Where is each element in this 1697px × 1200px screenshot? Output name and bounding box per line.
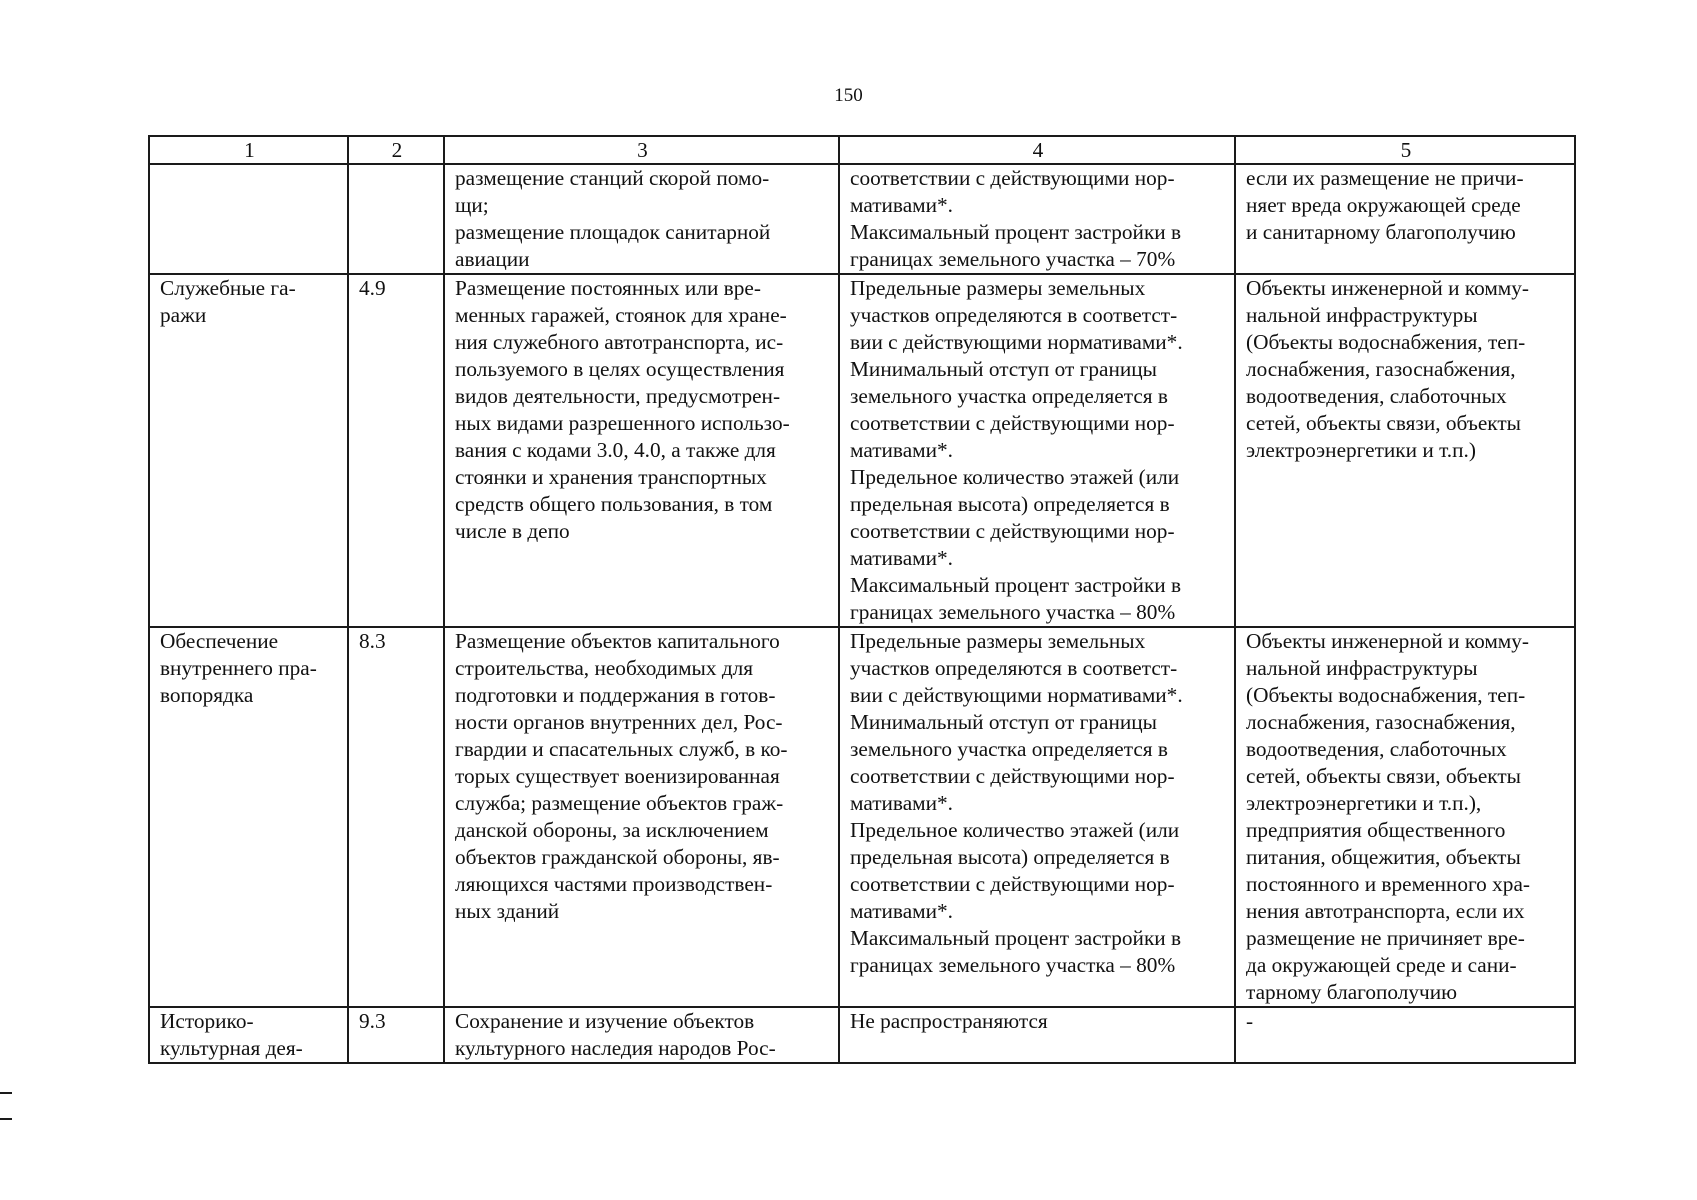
cell-text-line: мативами*. [850, 791, 954, 815]
table-row [149, 627, 1575, 1007]
cell-text-line: соответствии с действующими нор- [850, 166, 1175, 190]
cell-text-line: Служебные га- [160, 276, 296, 300]
cell-text-line: Минимальный отступ от границы [850, 710, 1157, 734]
cell-text-line: и санитарному благополучию [1246, 220, 1516, 244]
cell-text-line: гвардии и спасательных служб, в ко- [455, 737, 788, 761]
header-cell-3: 3 [444, 136, 839, 164]
cell-text-line: - [1246, 1009, 1254, 1033]
cell-text-line: (Объекты водоснабжения, теп- [1246, 330, 1526, 354]
cell-text-line: лоснабжения, газоснабжения, [1246, 710, 1516, 734]
cell-text-line: земельного участка определяется в [850, 384, 1168, 408]
use-description-cell [444, 627, 839, 1007]
cell-text-line: электроэнергетики и т.п.) [1246, 438, 1476, 462]
header-cell-1: 1 [149, 136, 348, 164]
cell-text-line: Предельные размеры земельных [850, 629, 1146, 653]
page-number: 150 [834, 85, 863, 106]
cell-text-line: ния служебного автотранспорта, ис- [455, 330, 784, 354]
cell-text-line: вания с кодами 3.0, 4.0, а также для [455, 438, 776, 462]
use-code-cell [348, 274, 444, 627]
cell-text-line: подготовки и поддержания в готов- [455, 683, 776, 707]
cell-text-line: внутреннего пра- [160, 656, 317, 680]
cell-text-line: Объекты инженерной и комму- [1246, 629, 1530, 653]
cell-text-line: авиации [455, 247, 530, 271]
cell-text-line: предприятия общественного [1246, 818, 1506, 842]
header-cell-4: 4 [839, 136, 1235, 164]
cell-text-line: размещение станций скорой помо- [455, 166, 770, 190]
cell-text-line: 8.3 [359, 629, 386, 653]
cell-text-line: Максимальный процент застройки в [850, 220, 1182, 244]
header-cell-5: 5 [1235, 136, 1575, 164]
cell-text-line: нения автотранспорта, если их [1246, 899, 1525, 923]
cell-text-line: няет вреда окружающей среде [1246, 193, 1521, 217]
cell-text-line: данской обороны, за исключением [455, 818, 769, 842]
cell-text-line: ных видами разрешенного использо- [455, 411, 790, 435]
use-name-cell [149, 274, 348, 627]
cell-text-line: культурная дея- [160, 1036, 303, 1060]
cell-text-line: менных гаражей, стоянок для хране- [455, 303, 787, 327]
cell-text-line: Размещение постоянных или вре- [455, 276, 761, 300]
cell-text-line: вопорядка [160, 683, 254, 707]
cell-text-line: лоснабжения, газоснабжения, [1246, 357, 1516, 381]
cell-text-line: Предельное количество этажей (или [850, 465, 1180, 489]
cell-text-line: Сохранение и изучение объектов [455, 1009, 755, 1033]
use-name-cell [149, 1007, 348, 1063]
cell-text-line: сетей, объекты связи, объекты [1246, 764, 1521, 788]
use-code-cell [348, 1007, 444, 1063]
cell-text-line: сетей, объекты связи, объекты [1246, 411, 1521, 435]
permitted-objects-cell [1235, 1007, 1575, 1063]
cell-text-line: Историко- [160, 1009, 254, 1033]
cell-text-line: земельного участка определяется в [850, 737, 1168, 761]
cell-text-line: Объекты инженерной и комму- [1246, 276, 1530, 300]
use-description-cell [444, 274, 839, 627]
parameters-cell [839, 1007, 1235, 1063]
cell-text-line: мативами*. [850, 193, 954, 217]
cell-text-line: границах земельного участка – 80% [850, 600, 1176, 624]
parameters-cell [839, 274, 1235, 627]
cell-text-line: мативами*. [850, 899, 954, 923]
cell-text-line: соответствии с действующими нор- [850, 519, 1175, 543]
header-row [149, 136, 1575, 164]
cell-text-line: границах земельного участка – 80% [850, 953, 1176, 977]
use-description-cell [444, 1007, 839, 1063]
cell-text-line: электроэнергетики и т.п.), [1246, 791, 1482, 815]
header-cell-2: 2 [348, 136, 444, 164]
cell-text-line: да окружающей среде и сани- [1246, 953, 1517, 977]
cell-text-line: Максимальный процент застройки в [850, 573, 1182, 597]
cell-text-line: размещение не причиняет вре- [1246, 926, 1525, 950]
cell-text-line: мативами*. [850, 438, 954, 462]
cell-text-line: щи; [455, 193, 489, 217]
cell-text-line: мативами*. [850, 546, 954, 570]
cell-text-line: предельная высота) определяется в [850, 492, 1170, 516]
cell-text-line: участков определяются в соответст- [850, 656, 1178, 680]
cell-text-line: размещение площадок санитарной [455, 220, 771, 244]
cell-text-line: если их размещение не причи- [1246, 166, 1524, 190]
parameters-cell [839, 164, 1235, 274]
cell-text-line: ражи [160, 303, 207, 327]
cell-text-line: пользуемого в целях осуществления [455, 357, 785, 381]
cell-text-line: культурного наследия народов Рос- [455, 1036, 776, 1060]
use-code-cell [348, 164, 444, 274]
cell-text-line: тарному благополучию [1246, 980, 1458, 1004]
regulations-table [148, 135, 1576, 1064]
cell-text-line: питания, общежития, объекты [1246, 845, 1521, 869]
cell-text-line: нальной инфраструктуры [1246, 656, 1478, 680]
cell-text-line: 9.3 [359, 1009, 386, 1033]
cell-text-line: строительства, необходимых для [455, 656, 754, 680]
cell-text-line: Минимальный отступ от границы [850, 357, 1157, 381]
cell-text-line: водоотведения, слаботочных [1246, 384, 1507, 408]
cell-text-line: торых существует военизированная [455, 764, 780, 788]
cell-text-line: вии с действующими нормативами*. [850, 330, 1183, 354]
permitted-objects-cell [1235, 164, 1575, 274]
cell-text-line: вии с действующими нормативами*. [850, 683, 1183, 707]
cell-text-line: 4.9 [359, 276, 386, 300]
cell-text-line: водоотведения, слаботочных [1246, 737, 1507, 761]
cell-text-line: средств общего пользования, в том [455, 492, 773, 516]
cell-text-line: объектов гражданской обороны, яв- [455, 845, 780, 869]
cell-text-line: участков определяются в соответст- [850, 303, 1178, 327]
cell-text-line: соответствии с действующими нор- [850, 411, 1175, 435]
cell-text-line: (Объекты водоснабжения, теп- [1246, 683, 1526, 707]
table-row [149, 1007, 1575, 1063]
use-code-cell [348, 627, 444, 1007]
margin-mark [0, 1092, 12, 1094]
cell-text-line: Обеспечение [160, 629, 279, 653]
table-row [149, 164, 1575, 274]
cell-text-line: служба; размещение объектов граж- [455, 791, 784, 815]
cell-text-line: Предельные размеры земельных [850, 276, 1146, 300]
cell-text-line: постоянного и временного хра- [1246, 872, 1530, 896]
cell-text-line: соответствии с действующими нор- [850, 764, 1175, 788]
permitted-objects-cell [1235, 274, 1575, 627]
cell-text-line: предельная высота) определяется в [850, 845, 1170, 869]
cell-text-line: соответствии с действующими нор- [850, 872, 1175, 896]
cell-text-line: границах земельного участка – 70% [850, 247, 1176, 271]
use-name-cell [149, 627, 348, 1007]
use-name-cell [149, 164, 348, 274]
permitted-objects-cell [1235, 627, 1575, 1007]
cell-text-line: числе в депо [455, 519, 570, 543]
margin-mark [0, 1118, 12, 1120]
cell-text-line: Размещение объектов капитального [455, 629, 780, 653]
cell-text-line: Максимальный процент застройки в [850, 926, 1182, 950]
parameters-cell [839, 627, 1235, 1007]
cell-text-line: стоянки и хранения транспортных [455, 465, 767, 489]
cell-text-line: ных зданий [455, 899, 560, 923]
cell-text-line: видов деятельности, предусмотрен- [455, 384, 781, 408]
cell-text-line: Предельное количество этажей (или [850, 818, 1180, 842]
cell-text-line: ности органов внутренних дел, Рос- [455, 710, 783, 734]
use-description-cell [444, 164, 839, 274]
cell-text-line: ляющихся частями производствен- [455, 872, 773, 896]
cell-text-line: нальной инфраструктуры [1246, 303, 1478, 327]
table-row [149, 274, 1575, 627]
cell-text-line: Не распространяются [850, 1009, 1048, 1033]
